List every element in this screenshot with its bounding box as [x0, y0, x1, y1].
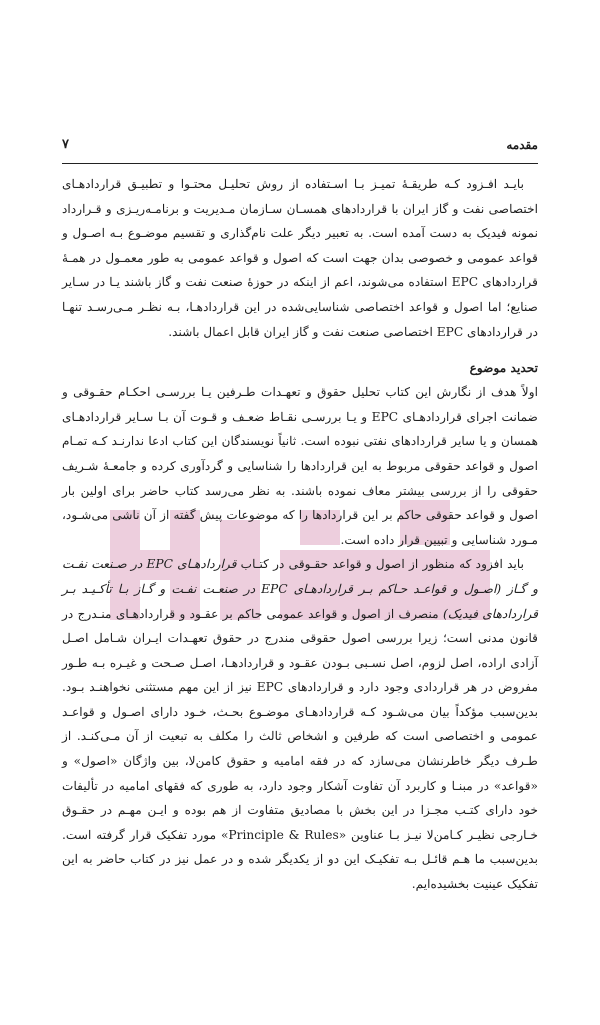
section-heading: تحدید موضوع	[469, 361, 538, 376]
page-number: ۷	[62, 137, 69, 152]
paragraph-3-text-b: منصرف از اصول و قواعد عمومی حاکم بر عقـود و قراردادهـای منـدرج در قانون مدنی است؛ زیرا بررسی اصول حقوقی مندرج در حقوق تعهـدات ایـران شـامل اصـل آزادی اراده، اصل لزوم، اصل نسـبی بـودن عقـود و قراردادهـا، اصـل صـحت و غیـره بـه طـور مفروض در هر قراردادی وجود دارد و قراردادهای EPC نیز از این مهم مستثنی نخواهنـد بـود. بدین‌سبب مؤکداً بیان می‌شـود کـه قراردادهـای موضـوع بحـث، خـود دارای اصـول و قواعـد عمومی و اختصاصی است که طرفین و اشخاص ثالث را مکلف به تبعیت از آن مـی‌کنـد. از طـرف دیگر خاطرنشان می‌سازد که در فقه امامیه و حقوق کامن‌لا، بین واژگان «اصول» و «قواعد» در مبنـا و کاربرد آن تفاوت آشکار وجود دارد، به طوری که فقهای امامیه در تألیفات خود دارای کتـب مجـزا در این بخش با مصادیق متفاوت از هم بوده و ایـن مهـم در حقـوق خـارجی نظیـر کـامن‌لا نیـز بـا عناوین «	[62, 606, 538, 842]
chapter-title: مقدمه	[506, 138, 538, 152]
paragraph-1: بایـد افـزود کـه طریقـۀ تمیـز بـا اسـتفاده از روش تحلیـل محتـوا و تطبیـق قراردادهـای اختصاصی نفت و گاز ایران با قراردادهای همسـان سـازمان مـدیریت و برنامـه‌ریـزی و قـرارداد نمونه فیدیک به دست آمده است. به تعبیر دیگر علت نام‌گذاری و تقسیم موضـوع بـه اصـول و قواعد عمومی و خصوصی بدان جهت است که اصول و قواعد عمومی به طور معمـول در همـۀ قراردادهای EPC استفاده می‌شوند، اعم از اینکه در حوزۀ صنعت نفت و گاز باشند یـا در سـایر صنایع؛ اما اصول و قواعد اختصاصی شناسایی‌شده در این قراردادهـا، بـه نظـر مـی‌رسـد تنهـا در قراردادهای EPC اختصاصی صنعت نفت و گاز ایران قابل اعمال باشند.	[62, 177, 538, 339]
page-body	[62, 172, 538, 897]
latin-term: Principle & Rules	[228, 827, 339, 842]
paragraph-2: اولاً هدف از نگارش این کتاب تحلیل حقوق و تعهـدات طـرفین یـا بررسـی احکـام حقـوقی و ضمانت اجرای قراردادهـای EPC و یـا بررسـی نقـاط ضعـف و قـوت آن بـا سـایر قراردادهـای همسان و یا سایر قراردادهای نفتی نبوده است. ثانیاً نویسندگان این کتاب ادعا ندارنـد کـه تمـام اصول و قواعد حقوقی مربوط به این قراردادها را شناسایی و گردآوری کرده و جامعـۀ شـریف حقوقی را از بررسی بیشتر معاف نموده باشند. به نظر می‌رسد کتاب حاضر برای اولین بار اصول و قواعد حقوقی حاکم بر این قراردادها را که موضوعات پیش گفته از آن ناشی می‌شـود، مـورد شناسایی و تبیین قرار داده است.	[62, 385, 538, 547]
book-title-italic: قراردادهـای EPC در صـنعت نفـت و گـاز (اصـول و قواعـد حـاکم بـر قراردادهـای EPC در صنعـت نفـت و گـاز بـا تأکـیـد بـر قراردادهای فیدیک)	[62, 557, 538, 621]
running-header	[62, 138, 538, 156]
paragraph-3-text-a: باید افزود که منظور از اصول و قواعد حقـوقی در کتـاب	[236, 557, 524, 572]
paragraph-3-text-c: » مورد تفکیک قرار گرفته است. بدین‌سبب ما هـم قائـل بـه تفکیـک این دو از یکدیگر شده و در عمل نیز در کتاب حاضر به این تفکیک عینیت بخشیده‌ایم.	[62, 827, 538, 892]
paragraph-3	[62, 552, 538, 896]
header-divider	[62, 163, 538, 164]
